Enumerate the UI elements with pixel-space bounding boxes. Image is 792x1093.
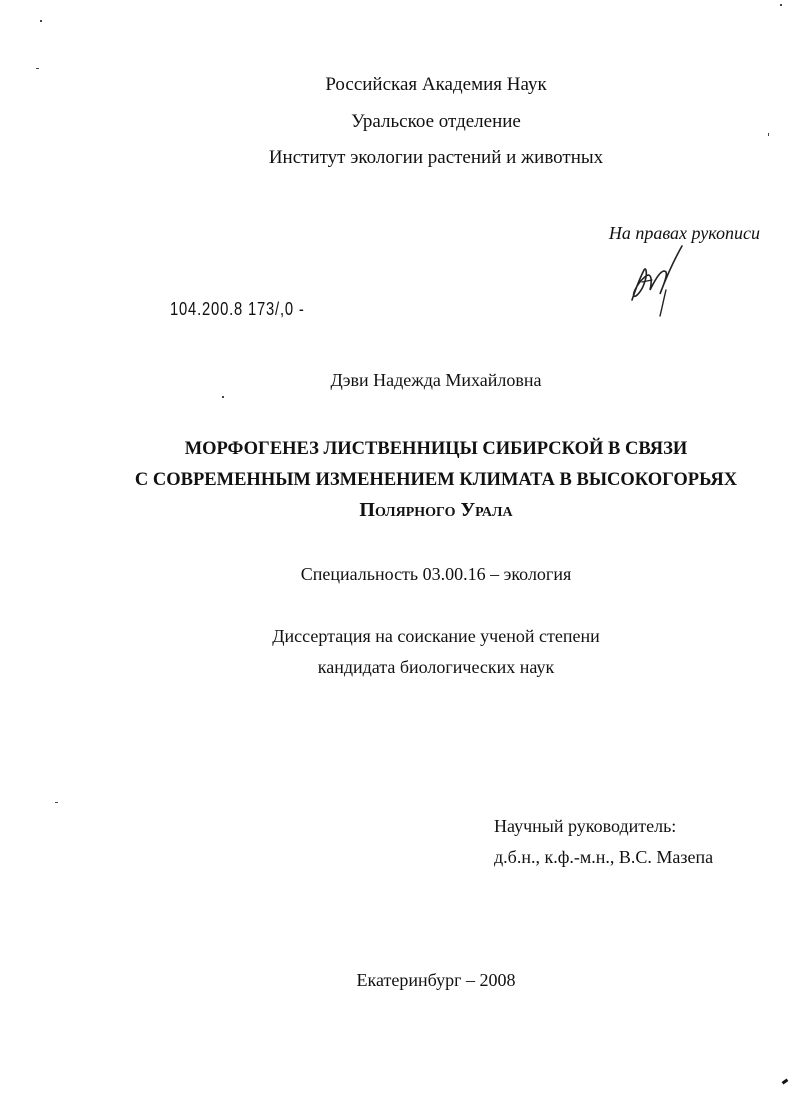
specialty: Специальность 03.00.16 – экология xyxy=(300,564,572,584)
scan-speck xyxy=(40,20,42,22)
scan-speck xyxy=(222,396,224,398)
scan-speck xyxy=(782,1079,789,1085)
scan-speck xyxy=(36,68,39,69)
institute-name: Институт экологии растений и животных xyxy=(268,147,604,168)
city-year: Екатеринбург – 2008 xyxy=(356,970,516,990)
scan-speck xyxy=(768,133,769,136)
title-line-2: С СОВРЕМЕННЫМ ИЗМЕНЕНИЕМ КЛИМАТА В ВЫСОКОГОРЬЯХ xyxy=(134,470,738,490)
supervisor-name: д.б.н., к.ф.-м.н., В.С. Мазепа xyxy=(494,847,714,867)
manuscript-note: На правах рукописи xyxy=(608,223,760,243)
dissertation-line-2: кандидата биологических наук xyxy=(317,657,555,677)
scan-speck xyxy=(780,4,782,6)
title-line-1: МОРФОГЕНЕЗ ЛИСТВЕННИЦЫ СИБИРСКОЙ В СВЯЗИ xyxy=(184,439,688,459)
library-stamp: 104.200.8 173/,0 - xyxy=(170,299,305,319)
signature-mark xyxy=(622,238,692,318)
title-line-3: Полярного Урала xyxy=(359,499,513,521)
scan-speck xyxy=(55,802,58,803)
branch-name: Уральское отделение xyxy=(351,111,521,132)
dissertation-line-1: Диссертация на соискание ученой степени xyxy=(272,626,600,646)
academy-name: Российская Академия Наук xyxy=(325,74,547,95)
supervisor-label: Научный руководитель: xyxy=(494,816,677,836)
author-name: Дэви Надежда Михайловна xyxy=(330,370,542,390)
